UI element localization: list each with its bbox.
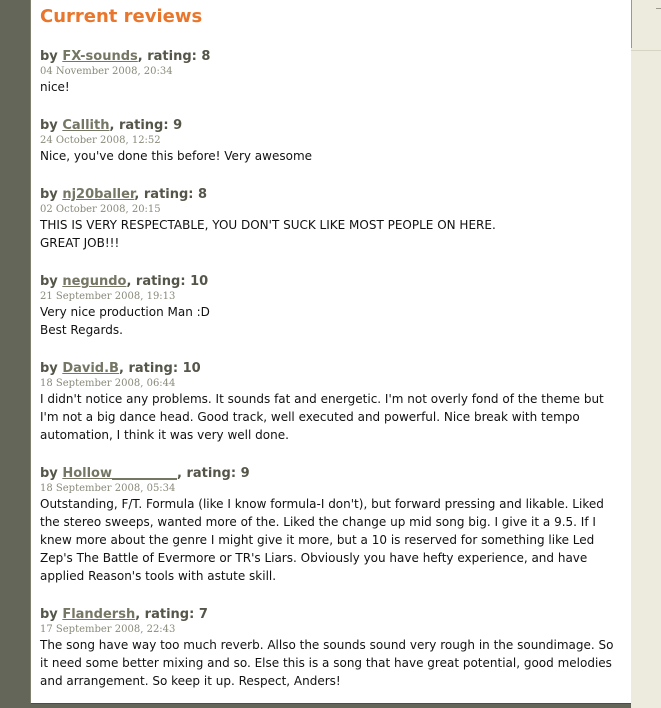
review-item xyxy=(40,361,625,444)
review-text: Very nice production Man :D Best Regards. xyxy=(40,305,210,337)
rating-label: rating: xyxy=(143,187,194,202)
reviewer-link[interactable]: Flandersh xyxy=(62,607,136,622)
right-sidebar xyxy=(631,0,661,708)
review-text: The song have way too much reverb. Allso the sounds sound very rough in the soundimage. So it need some better mixing and so. Else this is a song that have great potential, good melodies and arrangement. So keep it up. Respect, Anders! xyxy=(40,638,614,688)
review-text: nice! xyxy=(40,80,70,94)
reviewer-link[interactable]: negundo xyxy=(62,274,127,289)
by-label: by xyxy=(40,361,58,376)
review-header: by Callith, rating: 9 xyxy=(40,118,183,133)
by-label: by xyxy=(40,466,58,481)
scrollbar-track[interactable] xyxy=(631,0,632,48)
review-item xyxy=(40,274,625,339)
rating-value: 8 xyxy=(201,49,211,64)
review-header: by negundo, rating: 10 xyxy=(40,274,209,289)
review-item xyxy=(40,607,625,690)
review-date: 04 November 2008, 20:34 xyxy=(40,66,173,77)
review-text: Nice, you've done this before! Very awesome xyxy=(40,149,313,163)
review-item xyxy=(40,49,625,96)
review-item xyxy=(40,466,625,585)
reviewer-link[interactable]: David.B xyxy=(62,361,119,376)
review-date: 17 September 2008, 22:43 xyxy=(40,624,176,635)
rating-value: 8 xyxy=(198,187,208,202)
review-item xyxy=(40,187,625,252)
review-header: by Hollow__________, rating: 9 xyxy=(40,466,250,481)
review-item xyxy=(40,118,625,165)
rating-label: rating: xyxy=(147,49,197,64)
rating-label: rating: xyxy=(135,274,186,289)
review-header: by nj20baller, rating: 8 xyxy=(40,187,208,202)
rating-value: 7 xyxy=(198,607,208,622)
review-header: by David.B, rating: 10 xyxy=(40,361,201,376)
rating-value: 10 xyxy=(182,361,201,376)
reviewer-link[interactable]: FX-sounds xyxy=(62,49,138,64)
rating-label: rating: xyxy=(128,361,179,376)
section-heading: Current reviews xyxy=(40,6,203,27)
by-label: by xyxy=(40,118,58,133)
divider xyxy=(656,8,661,9)
review-date: 18 September 2008, 05:34 xyxy=(40,483,176,494)
by-label: by xyxy=(40,49,58,64)
by-label: by xyxy=(40,274,58,289)
by-label: by xyxy=(40,607,58,622)
review-header: by FX-sounds, rating: 8 xyxy=(40,49,211,64)
review-date: 02 October 2008, 20:15 xyxy=(40,204,161,215)
reviews-panel xyxy=(30,0,631,704)
review-text: THIS IS VERY RESPECTABLE, YOU DON'T SUCK LIKE MOST PEOPLE ON HERE. GREAT JOB!!! xyxy=(40,218,496,250)
rating-value: 10 xyxy=(190,274,209,289)
reviewer-link[interactable]: Callith xyxy=(62,118,110,133)
rating-value: 9 xyxy=(173,118,183,133)
reviewer-link[interactable]: nj20baller xyxy=(62,187,135,202)
review-date: 18 September 2008, 06:44 xyxy=(40,378,176,389)
review-date: 24 October 2008, 12:52 xyxy=(40,135,161,146)
by-label: by xyxy=(40,187,58,202)
divider xyxy=(631,50,661,51)
review-header: by Flandersh, rating: 7 xyxy=(40,607,208,622)
rating-value: 9 xyxy=(240,466,250,481)
rating-label: rating: xyxy=(186,466,237,481)
rating-label: rating: xyxy=(118,118,169,133)
reviewer-link[interactable]: Hollow__________ xyxy=(62,466,177,481)
review-date: 21 September 2008, 19:13 xyxy=(40,291,176,302)
rating-label: rating: xyxy=(144,607,195,622)
review-text: Outstanding, F/T. Formula (like I know formula-I don't), but forward pressing and likable. Liked the stereo sweeps, wanted more of the. Liked the change up mid song big. I give it a 9.5. If I knew more about the genre I might give it more, but a 10 is reserved for something like Led Zep's The Battle of Evermore or TR's Liars. Obviously you have hefty experience, and have applied Reason's tools with astute skill. xyxy=(40,497,604,583)
review-text: I didn't notice any problems. It sounds fat and energetic. I'm not overly fond of the theme but I'm not a big dance head. Good track, well executed and powerful. Nice break with tempo automation, I think it was very well done. xyxy=(40,392,604,442)
